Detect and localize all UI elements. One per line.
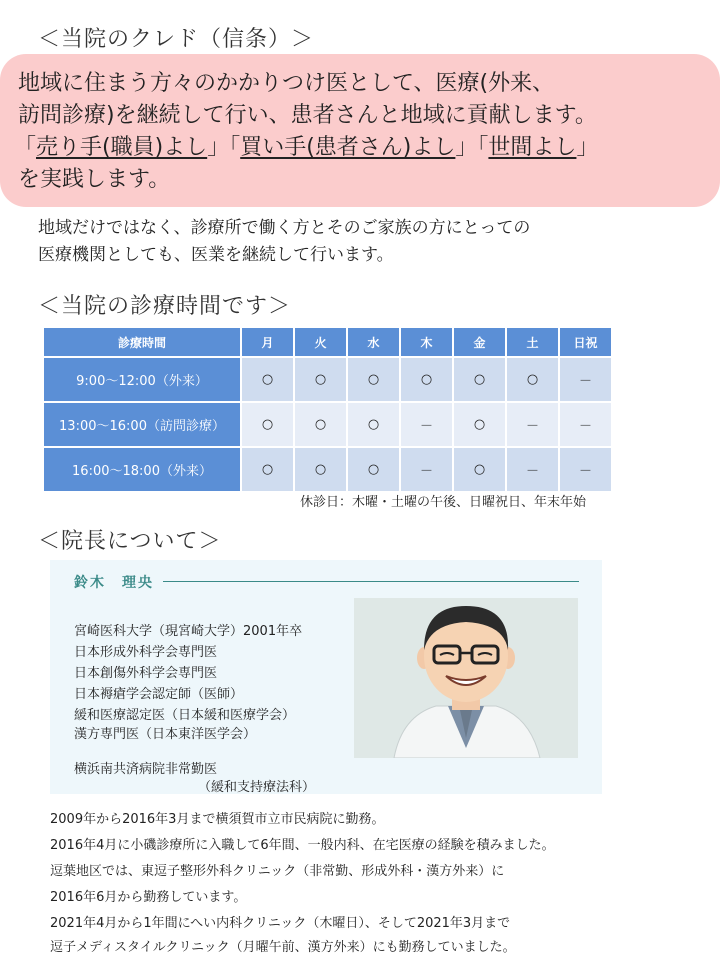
credo-line-4: を実践します。 [18, 167, 171, 192]
table-row [44, 401, 611, 446]
credential-line: 緩和医療認定医（日本緩和医療学会） [74, 708, 296, 723]
bio-line: 2016年4月に小磯診療所に入職して6年間、一般内科、在宅医療の経験を積みました。 [50, 838, 555, 853]
table-cell: ○ [242, 446, 293, 491]
credential-line: 日本褥瘡学会認定師（医師） [74, 687, 244, 702]
header-cell: 火 [295, 328, 346, 356]
header-cell: 木 [401, 328, 452, 356]
credential-line: 漢方専門医（日本東洋医学会） [74, 727, 257, 742]
header-cell: 日祝 [560, 328, 611, 356]
director-heading: ＜院長について＞ [38, 529, 222, 554]
society-text: 世間よし [488, 135, 577, 160]
quote-open: 「 [14, 135, 37, 160]
credo-line-3 [14, 130, 598, 161]
intro-line-1: 地域だけではなく、診療所で働く方とそのご家族の方にとっての [38, 218, 531, 238]
table-cell: ○ [507, 356, 558, 401]
credential-line: 宮崎医科大学（現宮崎大学）2001年卒 [74, 624, 303, 639]
header-cell: 土 [507, 328, 558, 356]
table-cell: － [560, 356, 611, 401]
time-slot: 9:00～12:00（外来） [44, 356, 240, 401]
header-cell: 水 [348, 328, 399, 356]
credential-line: 日本創傷外科学会専門医 [74, 666, 218, 681]
affiliation-line: 横浜南共済病院非常勤医 [74, 762, 218, 777]
table-cell: － [401, 446, 452, 491]
affiliation-line: （緩和支持療法科） [198, 780, 316, 795]
table-cell: ○ [401, 356, 452, 401]
intro-line-2: 医療機関としても、医業を継続して行います。 [38, 245, 394, 265]
credo-line-1: 地域に住まう方々のかかりつけ医として、医療(外来、 [18, 71, 555, 96]
buyer-text: 買い手(患者さん)よし [240, 135, 456, 160]
divider [163, 581, 579, 582]
table-cell: ○ [295, 356, 346, 401]
quote-open: 「 [229, 135, 241, 160]
table-cell: ○ [295, 401, 346, 446]
table-cell: ○ [454, 401, 505, 446]
header-cell: 診療時間 [44, 328, 240, 356]
table-cell: － [507, 401, 558, 446]
bio-line: 逗葉地区では、東逗子整形外科クリニック（非常勤、形成外科・漢方外来）に [50, 864, 505, 879]
table-cell: ○ [348, 356, 399, 401]
credo-heading: ＜当院のクレド（信条）＞ [38, 27, 315, 52]
table-cell: ○ [454, 446, 505, 491]
bio-line: 2009年から2016年3月まで横須賀市立市民病院に勤務。 [50, 812, 385, 827]
seller-text: 売り手(職員)よし [36, 135, 208, 160]
director-portrait-image [354, 598, 578, 758]
table-cell: － [507, 446, 558, 491]
table-cell: － [560, 446, 611, 491]
hours-header-row [44, 328, 611, 356]
quote-close: 」 [455, 135, 478, 160]
header-cell: 金 [454, 328, 505, 356]
time-slot: 13:00～16:00（訪問診療） [44, 401, 240, 446]
table-cell: ○ [348, 446, 399, 491]
table-cell: ○ [348, 401, 399, 446]
table-cell: － [560, 401, 611, 446]
bio-line: 2021年4月から1年間にへい内科クリニック（木曜日）、そして2021年3月まで [50, 916, 511, 931]
table-cell: ○ [454, 356, 505, 401]
hours-table [42, 328, 613, 491]
table-row [44, 446, 611, 491]
time-slot: 16:00～18:00（外来） [44, 446, 240, 491]
bio-line: 2016年6月から勤務しています。 [50, 890, 247, 905]
hours-heading: ＜当院の診療時間です＞ [38, 294, 292, 319]
table-row [44, 356, 611, 401]
director-name: 鈴木 理央 [74, 575, 154, 591]
quote-close: 」 [576, 135, 599, 160]
credo-line-2: 訪問診療)を継続して行い、患者さんと地域に貢献します。 [18, 103, 597, 128]
table-cell: ○ [242, 401, 293, 446]
quote-open: 「 [477, 135, 489, 160]
table-cell: － [401, 401, 452, 446]
quote-close: 」 [207, 135, 230, 160]
table-cell: ○ [242, 356, 293, 401]
holiday-note: 休診日：木曜・土曜の午後、日曜祝日、年末年始 [300, 495, 587, 510]
bio-line: 逗子メディスタイルクリニック（月曜午前、漢方外来）にも勤務していました。 [50, 940, 516, 955]
table-cell: ○ [295, 446, 346, 491]
credential-line: 日本形成外科学会専門医 [74, 645, 218, 660]
header-cell: 月 [242, 328, 293, 356]
